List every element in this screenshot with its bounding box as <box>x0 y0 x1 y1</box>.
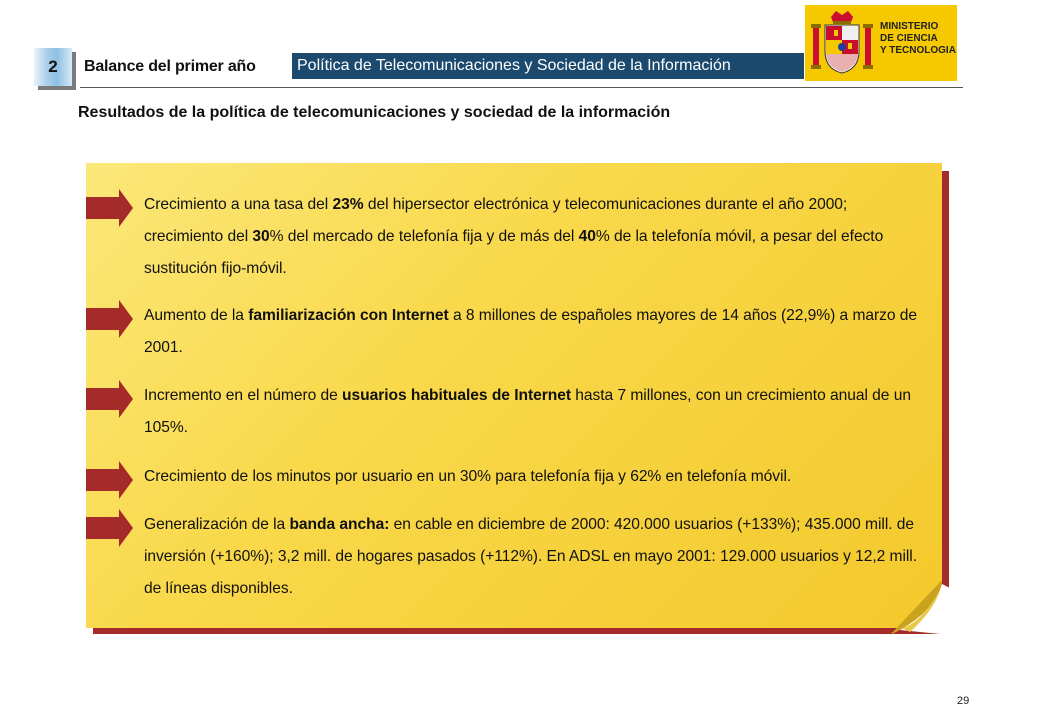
arrow-bullet-icon <box>86 461 133 499</box>
item-text: Crecimiento de los minutos por usuario en un 30% para telefonía fija y 62% en telefonía móvil. <box>144 468 792 485</box>
header-divider <box>80 87 963 88</box>
item-text: Generalización de la banda ancha: en cable en diciembre de 2000: 420.000 usuarios (+133%); 435.000 mill. de inversión (+160%); 3,2 mill. de hogares pasados (+112%). En ADSL en mayo 2001: 129.000 usuarios y 12,2 mill. de líneas disponibles. <box>144 516 918 597</box>
coat-of-arms-icon <box>809 9 875 77</box>
section-title: Balance del primer año <box>84 58 256 75</box>
section-number: 2 <box>34 48 72 86</box>
ministry-logo <box>805 5 957 81</box>
item-text: Crecimiento a una tasa del 23% del hipersector electrónica y telecomunicaciones durante el año 2000; crecimiento del 30% del mercado de telefonía fija y de más del 40% de la telefonía móvil, a pesar del efecto sustitución fijo-móvil. <box>144 196 884 277</box>
arrow-bullet-icon <box>86 380 133 418</box>
arrow-bullet-icon <box>86 300 133 338</box>
item-text: Aumento de la familiarización con Internet a 8 millones de españoles mayores de 14 años (22,9%) a marzo de 2001. <box>144 307 918 356</box>
item-text: Incremento en el número de usuarios habituales de Internet hasta 7 millones, con un crecimiento anual de un 105%. <box>144 387 911 436</box>
ministry-name: MINISTERIO DE CIENCIA Y TECNOLOGIA <box>880 21 956 56</box>
section-number-badge <box>34 48 76 90</box>
results-panel <box>86 163 942 628</box>
page-curl-icon <box>890 580 950 635</box>
page-number: 29 <box>957 695 970 707</box>
topic-bar: Política de Telecomunicaciones y Sociedad de la Información <box>292 53 804 79</box>
page-subtitle: Resultados de la política de telecomunicaciones y sociedad de la información <box>78 104 671 121</box>
arrow-bullet-icon <box>86 509 133 547</box>
arrow-bullet-icon <box>86 189 133 227</box>
